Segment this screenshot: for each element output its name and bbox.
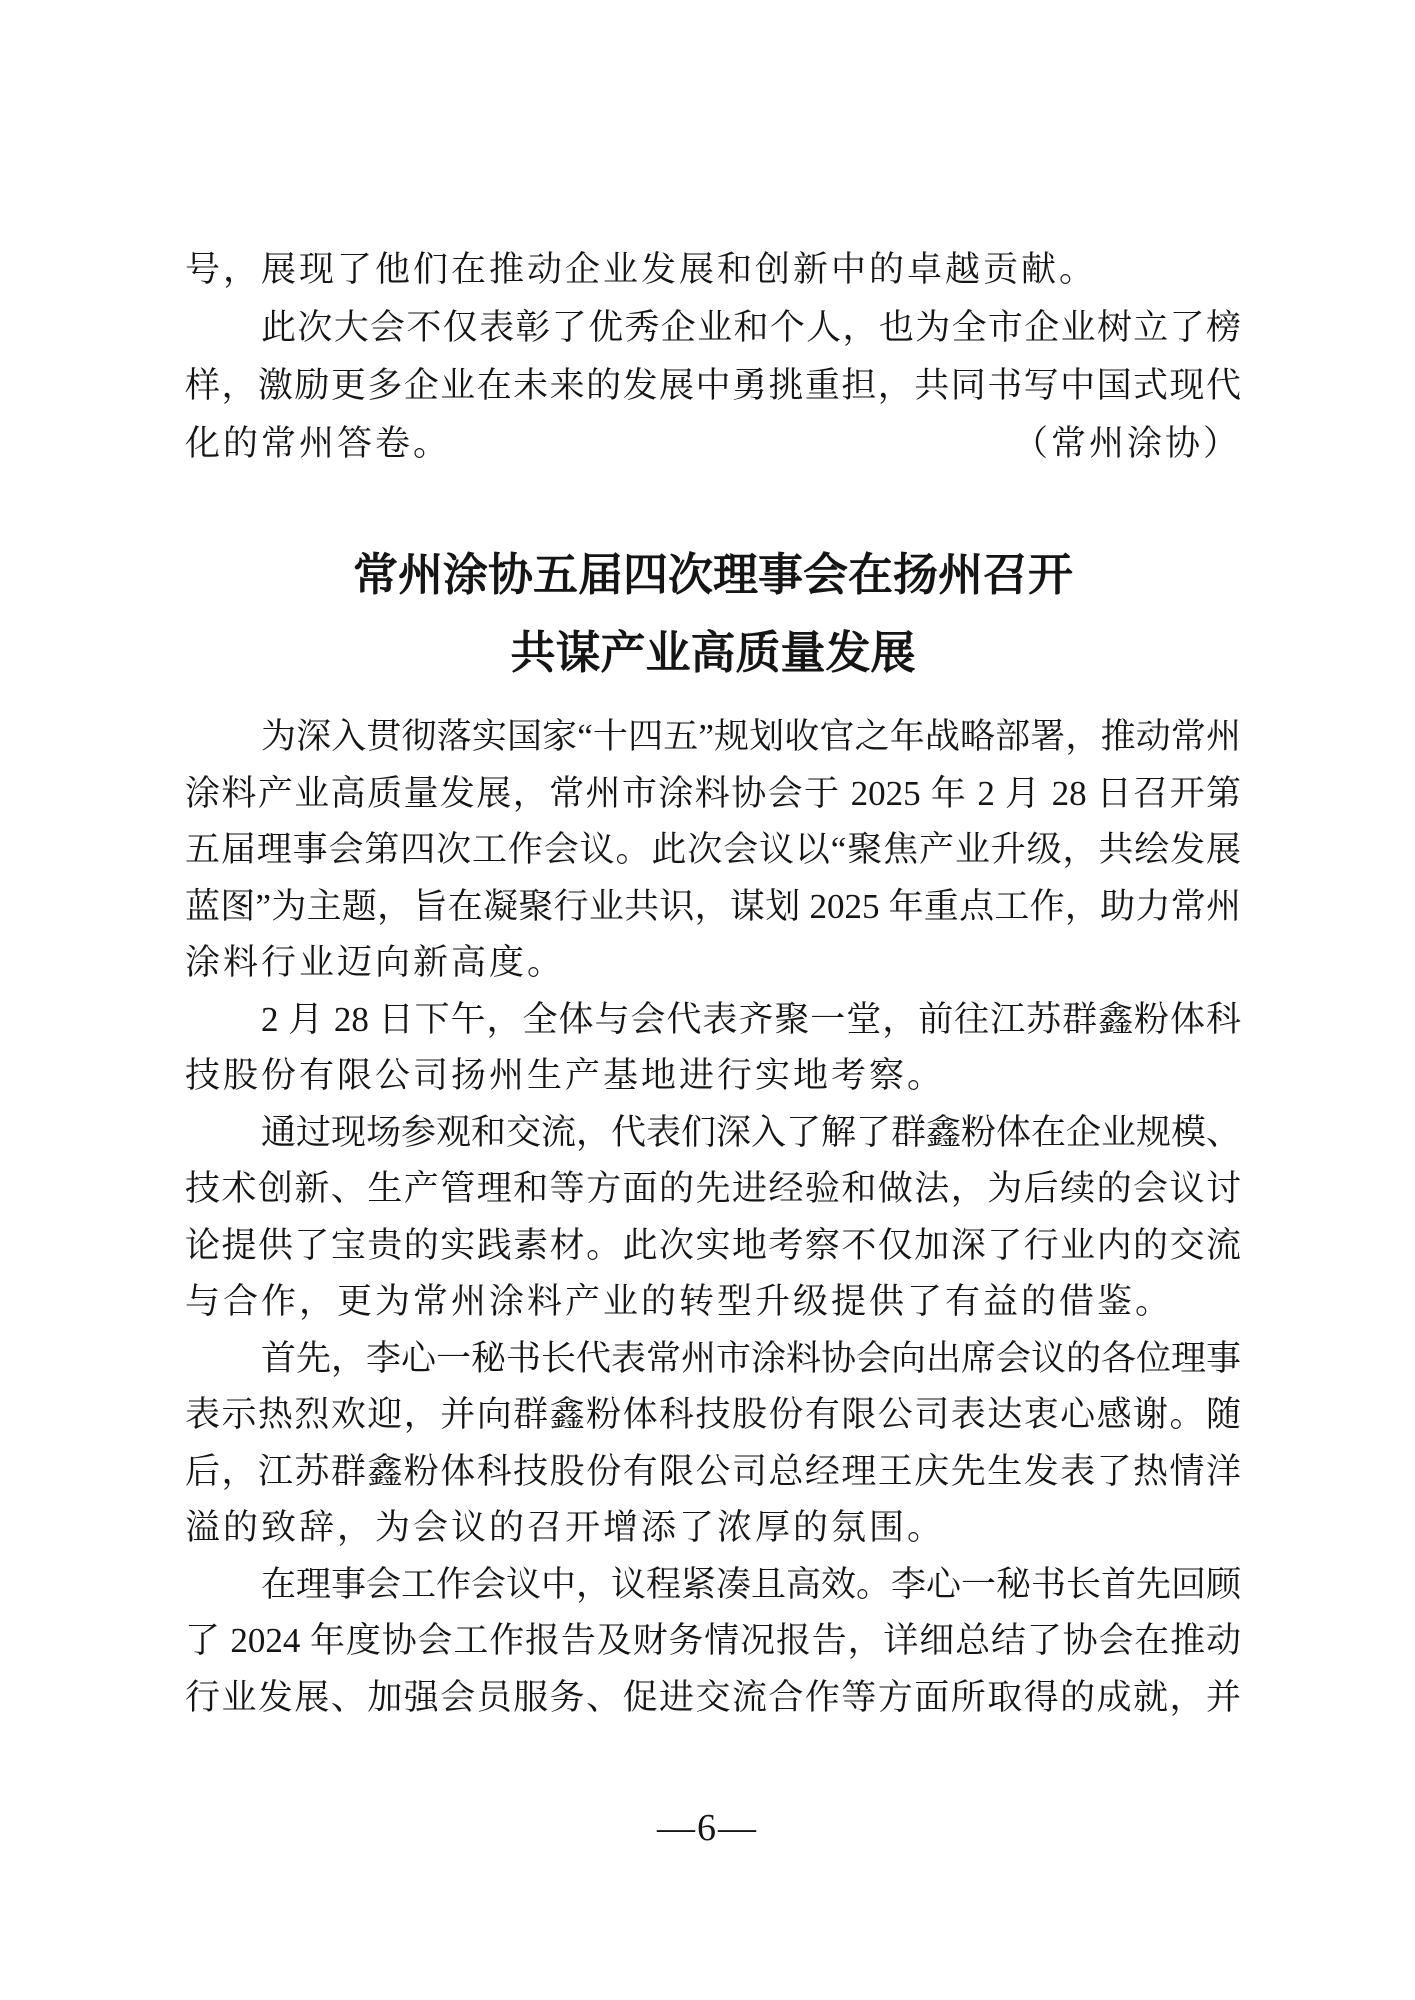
previous-article-closing-row bbox=[185, 415, 1241, 473]
body-text-line: 论提供了宝贵的实践素材。此次实地考察不仅加深了行业内的交流 bbox=[185, 1225, 1241, 1265]
page-number: —6— bbox=[657, 1807, 758, 1849]
paragraph-line: 此次大会不仅表彰了优秀企业和个人，也为全市企业树立了榜 bbox=[261, 308, 1241, 347]
paragraph-line: 化的常州答卷。 bbox=[185, 424, 452, 463]
article-subtitle: 共谋产业高质量发展 bbox=[510, 628, 916, 678]
body-text-line: 后，江苏群鑫粉体科技股份有限公司总经理王庆先生发表了热情洋 bbox=[185, 1451, 1241, 1491]
body-text-line: 蓝图”为主题，旨在凝聚行业共识，谋划 2025 年重点工作，助力常州 bbox=[185, 886, 1241, 926]
body-text-line: 了 2024 年度协会工作报告及财务情况报告，详细总结了协会在推动 bbox=[185, 1621, 1241, 1660]
body-text-line: 为深入贯彻落实国家“十四五”规划收官之年战略部署，推动常州 bbox=[261, 717, 1241, 756]
body-text-line: 五届理事会第四次工作会议。此次会议以“聚焦产业升级，共绘发展 bbox=[185, 830, 1241, 869]
body-text-line: 技术创新、生产管理和等方面的先进经验和做法，为后续的会议讨 bbox=[185, 1169, 1241, 1208]
paragraph-line: 样，激励更多企业在未来的发展中勇挑重担，共同书写中国式现代 bbox=[185, 366, 1241, 405]
body-text-line: 涂料行业迈向新高度。 bbox=[185, 943, 566, 982]
paragraph-line: 号，展现了他们在推动企业发展和创新中的卓越贡献。 bbox=[185, 250, 1098, 289]
body-text-line: 表示热烈欢迎，并向群鑫粉体科技股份有限公司表达衷心感谢。随 bbox=[185, 1395, 1241, 1434]
body-text-line: 通过现场参观和交流，代表们深入了解了群鑫粉体在企业规模、 bbox=[261, 1112, 1242, 1152]
body-text-line: 行业发展、加强会员服务、促进交流合作等方面所取得的成就，并 bbox=[185, 1677, 1241, 1717]
body-text-line: 溢的致辞，为会议的召开增添了浓厚的氛围。 bbox=[185, 1508, 946, 1547]
body-text-line: 涂料产业高质量发展，常州市涂料协会于 2025 年 2 月 28 日召开第 bbox=[185, 773, 1241, 813]
body-text-line: 在理事会工作会议中，议程紧凑且高效。李心一秘书长首先回顾 bbox=[261, 1564, 1242, 1604]
body-text-line: 与合作，更为常州涂料产业的转型升级提供了有益的借鉴。 bbox=[185, 1282, 1174, 1321]
body-text-line: 2 月 28 日下午，全体与会代表齐聚一堂，前往江苏群鑫粉体科 bbox=[261, 999, 1241, 1039]
page-footer bbox=[0, 1806, 1415, 1850]
body-text-line: 技股份有限公司扬州生产基地进行实地考察。 bbox=[185, 1056, 946, 1095]
article-body bbox=[185, 709, 1241, 1726]
article-attribution: （常州涂协） bbox=[1012, 424, 1241, 463]
article-title: 常州涂协五届四次理事会在扬州召开 bbox=[352, 550, 1073, 600]
previous-article-ending bbox=[185, 241, 1241, 415]
body-text-line: 首先，李心一秘书长代表常州市涂料协会向出席会议的各位理事 bbox=[261, 1338, 1242, 1378]
